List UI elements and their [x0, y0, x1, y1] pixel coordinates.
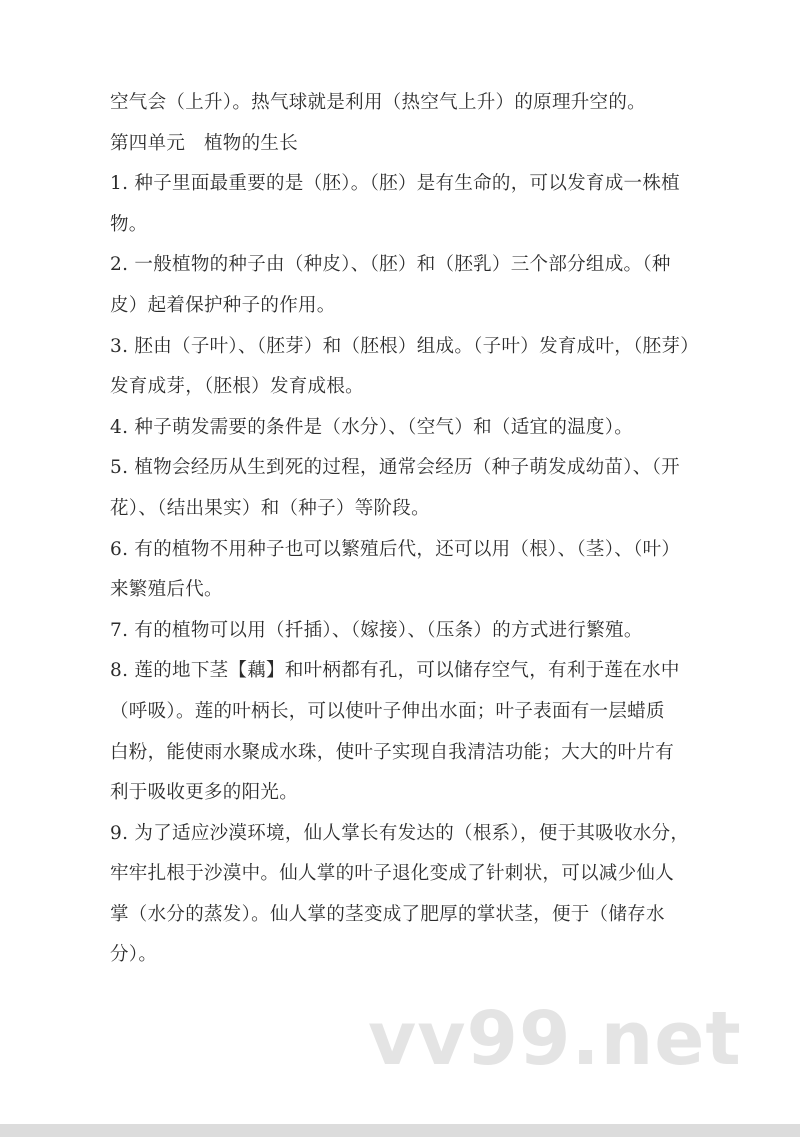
text-line: 利于吸收更多的阳光。 — [110, 782, 299, 804]
text-line: 3. 胚由（子叶）、（胚芽）和（胚根）组成。（子叶）发育成叶，（胚芽） — [110, 335, 700, 357]
unit-heading: 第四单元 植物的生长 — [110, 132, 299, 154]
document-body — [110, 83, 700, 976]
text-line: 花）、（结出果实）和（种子）等阶段。 — [110, 497, 430, 519]
text-line: 9. 为了适应沙漠环境，仙人掌长有发达的（根系），便于其吸收水分， — [110, 822, 690, 844]
text-line: 7. 有的植物可以用（扦插）、（嫁接）、（压条）的方式进行繁殖。 — [110, 619, 643, 641]
text-line: 4. 种子萌发需要的条件是（水分）、（空气）和（适宜的温度）。 — [110, 416, 634, 438]
text-line: 掌（水分的蒸发）。仙人掌的茎变成了肥厚的掌状茎，便于（储存水 — [110, 903, 665, 925]
text-line: 发育成芽，（胚根）发育成根。 — [110, 376, 364, 398]
text-line: 空气会（上升）。热气球就是利用（热空气上升）的原理升空的。 — [110, 92, 646, 113]
text-line: 2. 一般植物的种子由（种皮）、（胚）和（胚乳）三个部分组成。（种 — [110, 254, 671, 276]
page-bottom-edge — [0, 1124, 800, 1137]
text-line: 皮）起着保护种子的作用。 — [110, 294, 336, 316]
text-line: 分）。 — [110, 944, 158, 966]
text-line: 白粉，能使雨水聚成水珠，使叶子实现自我清洁功能；大大的叶片有 — [110, 741, 675, 763]
text-line: 来繁殖后代。 — [110, 579, 223, 601]
text-line: （呼吸）。莲的叶柄长，可以使叶子伸出水面；叶子表面有一层蜡质 — [110, 700, 665, 722]
text-line: 牢牢扎根于沙漠中。仙人掌的叶子退化变成了针刺状，可以减少仙人 — [110, 863, 675, 885]
text-line: 6. 有的植物不用种子也可以繁殖后代，还可以用（根）、（茎）、（叶） — [110, 538, 681, 560]
text-line: 1. 种子里面最重要的是（胚）。（胚）是有生命的，可以发育成一株植 — [110, 173, 680, 195]
text-line: 物。 — [110, 213, 148, 235]
watermark: vv99.net — [368, 996, 742, 1082]
text-line: 5. 植物会经历从生到死的过程，通常会经历（种子萌发成幼苗）、（开 — [110, 457, 680, 479]
text-line: 8. 莲的地下茎【藕】和叶柄都有孔，可以储存空气，有利于莲在水中 — [110, 660, 680, 682]
